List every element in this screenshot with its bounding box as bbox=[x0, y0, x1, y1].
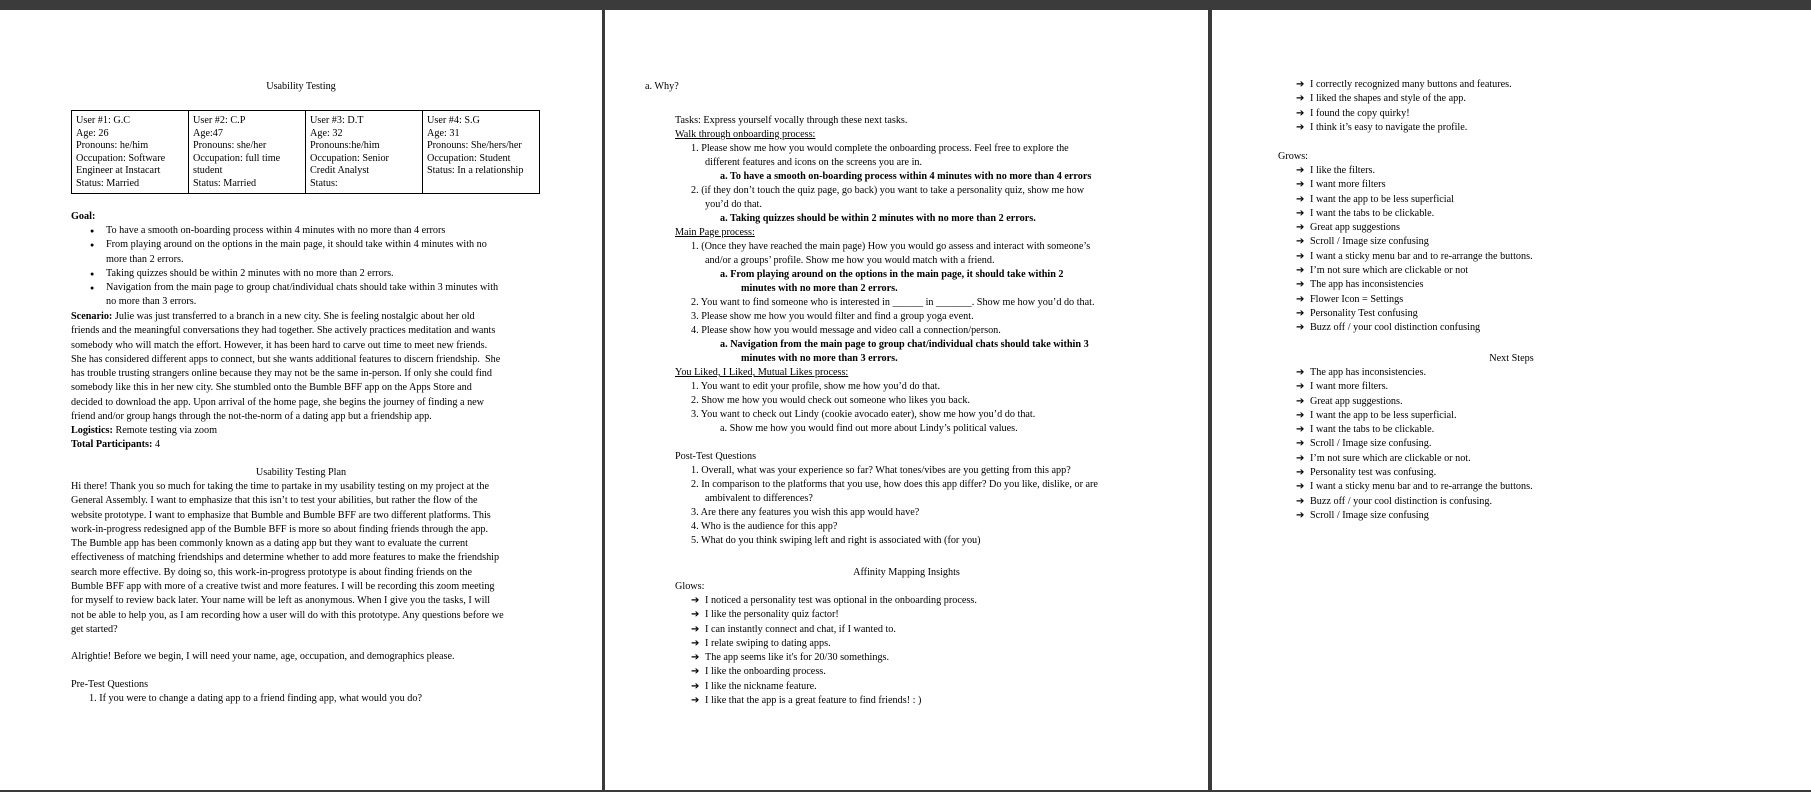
glow-item bbox=[691, 651, 977, 665]
page-title: Usability Testing bbox=[266, 81, 336, 92]
arrow-icon: ➔ bbox=[691, 680, 700, 692]
user-field: Status: In a relationship bbox=[427, 165, 524, 177]
goal-list bbox=[71, 224, 591, 310]
goal-item bbox=[71, 224, 591, 238]
grow-item-text: I like the filters. bbox=[1310, 165, 1376, 176]
user-cell bbox=[189, 111, 306, 194]
arrow-icon: ➔ bbox=[1296, 193, 1305, 205]
user-field: Pronouns: he/him bbox=[76, 140, 149, 152]
arrow-icon: ➔ bbox=[691, 695, 700, 707]
task-line: 2. (if they don’t touch the quiz page, go back) you want to take a personality quiz, show me how bbox=[691, 185, 1085, 196]
user-field: Engineer at Instacart bbox=[76, 165, 161, 177]
plan-line: search more effective. By doing so, this work-in-progress prototype is about finding friends on the bbox=[71, 566, 472, 578]
task-line: 4. Please show how you would message and video call a connection/person. bbox=[691, 325, 1001, 336]
task-line: you’d do that. bbox=[705, 199, 762, 210]
task-line: minutes with no more than 3 errors. bbox=[741, 353, 898, 364]
next-step-item bbox=[1296, 366, 1533, 380]
grow-item bbox=[1296, 207, 1533, 221]
task-line: Tasks: Express yourself vocally through these next tasks. bbox=[675, 115, 908, 126]
user-field: Age:47 bbox=[193, 127, 223, 139]
plan-line: work-in-progress redesigned app of the Bumble BFF is more so about finding friends through the app. bbox=[71, 523, 489, 535]
glow-item bbox=[691, 680, 977, 694]
scenario-label: Scenario: bbox=[71, 311, 113, 322]
glow-item bbox=[691, 694, 977, 708]
task-line: different features and icons on the screens you are in. bbox=[705, 157, 923, 168]
task-line: 1. You want to edit your profile, show me how you’d do that. bbox=[691, 381, 941, 392]
goal-text: ● From playing around on the options in the main page, it should take within 4 minutes with no bbox=[106, 239, 487, 250]
logistics-value: Remote testing via zoom bbox=[112, 425, 218, 436]
scenario-line bbox=[71, 353, 601, 367]
grow-item-text: I want a sticky menu bar and to re-arrange the buttons. bbox=[1310, 250, 1533, 262]
scenario-text: friends and the meaningful conversations they had together. She actively practices meditation and wants bbox=[71, 325, 496, 337]
pretest-question: 1. If you were to change a dating app to a friend finding app, what would you do? bbox=[89, 693, 422, 704]
arrow-icon: ➔ bbox=[691, 666, 700, 678]
next-steps-list bbox=[1296, 366, 1533, 523]
glow-item-text: I correctly recognized many buttons and features. bbox=[1310, 79, 1512, 90]
user-field: student bbox=[193, 165, 223, 177]
arrow-icon: ➔ bbox=[1296, 381, 1305, 393]
task-line: 4. Who is the audience for this app? bbox=[691, 521, 838, 532]
glow-item-text: I like the personality quiz factor! bbox=[705, 609, 839, 621]
next-step-item bbox=[1296, 466, 1533, 480]
task-line: a. Show me how you would find out more about Lindy’s political values. bbox=[720, 423, 1018, 434]
next-step-item-text: Personality test was confusing. bbox=[1310, 467, 1437, 479]
user-field: User #3: D.T bbox=[310, 115, 364, 126]
grows-list bbox=[1296, 164, 1533, 336]
user-field: Age: 32 bbox=[310, 127, 343, 139]
arrow-icon: ➔ bbox=[691, 609, 700, 621]
scenario-text: has trouble trusting strangers online because they may not be the same in-person. If only she could find bbox=[71, 368, 492, 380]
participants-line bbox=[71, 438, 160, 452]
user-field: Age: 26 bbox=[76, 127, 109, 139]
goal-text: no more than 3 errors. bbox=[106, 296, 197, 308]
arrow-icon: ➔ bbox=[1296, 236, 1305, 248]
viewer-toolbar bbox=[0, 0, 1811, 10]
task-line: a. Why? bbox=[645, 81, 679, 92]
task-line: 1. (Once they have reached the main page) How you would go assess and interact with someone’s bbox=[691, 241, 1091, 252]
user-field: Occupation: Student bbox=[427, 152, 511, 164]
next-step-item bbox=[1296, 480, 1533, 494]
logistics-label: Logistics: bbox=[71, 425, 113, 436]
arrow-icon: ➔ bbox=[1296, 79, 1305, 90]
next-step-item bbox=[1296, 409, 1533, 423]
arrow-icon: ➔ bbox=[691, 637, 700, 649]
glow-item-text: I can instantly connect and chat, if I wanted to. bbox=[705, 623, 896, 635]
user-field: Pronouns:he/him bbox=[310, 140, 380, 152]
next-steps-title: Next Steps bbox=[1489, 353, 1534, 364]
grow-item-text: I want more filters bbox=[1310, 179, 1386, 191]
task-line: minutes with no more than 2 errors. bbox=[741, 283, 898, 294]
intro-line: Alrightie! Before we begin, I will need your name, age, occupation, and demographics please. bbox=[71, 651, 455, 662]
task-line: Main Page process: bbox=[675, 227, 755, 238]
plan-line: Hi there! Thank you so much for taking the time to partake in my usability testing on my project at the bbox=[71, 481, 489, 492]
user-cell bbox=[306, 111, 423, 194]
task-line: 3. Please show me how you would filter and find a group yoga event. bbox=[691, 311, 974, 322]
glow-item bbox=[691, 623, 977, 637]
grow-item bbox=[1296, 193, 1533, 207]
arrow-icon: ➔ bbox=[1296, 222, 1305, 234]
glow-item-text: I found the copy quirky! bbox=[1310, 107, 1410, 119]
scenario-text: Julie was just transferred to a branch in a new city. She is feeling nostalgic about her old bbox=[112, 311, 475, 322]
user-cell bbox=[423, 111, 540, 194]
arrow-icon: ➔ bbox=[1296, 121, 1305, 133]
logistics-line bbox=[71, 424, 217, 438]
pretest-title: Pre-Test Questions bbox=[71, 679, 149, 690]
grow-item bbox=[1296, 250, 1533, 264]
next-step-item bbox=[1296, 509, 1533, 523]
goal-item bbox=[71, 281, 591, 295]
glow-item-text: I think it’s easy to navigate the profile. bbox=[1310, 121, 1468, 133]
user-field: Status: Married bbox=[76, 177, 140, 189]
arrow-icon: ➔ bbox=[691, 623, 700, 635]
scenario-line bbox=[71, 310, 601, 324]
plan-line: not be able to help you, as I am recording how a user will do with this prototype. Any questions before we bbox=[71, 609, 504, 621]
next-step-item bbox=[1296, 423, 1533, 437]
grows-label: Grows: bbox=[1278, 151, 1308, 162]
plan-line: for myself to review back later. Your name will be left as anonymous. When I give you the tasks, I will bbox=[71, 595, 491, 607]
grow-item bbox=[1296, 293, 1533, 307]
user-field: User #4: S.G bbox=[427, 115, 480, 126]
participants-label: Total Participants: bbox=[71, 439, 153, 450]
glow-item bbox=[691, 637, 977, 651]
grow-item-text: Scroll / Image size confusing bbox=[1310, 236, 1429, 248]
task-line: a. From playing around on the options in the main page, it should take within 2 bbox=[720, 269, 1064, 280]
task-line: You Liked, I Liked, Mutual Likes process: bbox=[675, 367, 849, 378]
scenario-text: somebody who will match the effort. However, it has been hard to carve out time to meet new friends. bbox=[71, 339, 488, 351]
user-field: Occupation: full time bbox=[193, 152, 281, 164]
user-field: Credit Analyst bbox=[310, 165, 370, 177]
user-field: Occupation: Senior bbox=[310, 152, 389, 164]
grow-item-text: Flower Icon = Settings bbox=[1310, 293, 1404, 305]
task-line: a. To have a smooth on-boarding process within 4 minutes with no more than 4 errors bbox=[720, 171, 1092, 182]
next-step-item bbox=[1296, 380, 1533, 394]
grow-item bbox=[1296, 164, 1533, 178]
glow-item bbox=[691, 594, 977, 608]
scenario-line bbox=[71, 367, 601, 381]
grow-item bbox=[1296, 307, 1533, 321]
glow-item-text: I relate swiping to dating apps. bbox=[705, 637, 831, 649]
grow-item-text: The app has inconsistencies bbox=[1310, 279, 1424, 291]
grow-item-text: Personality Test confusing bbox=[1310, 307, 1418, 319]
task-line: ambivalent to differences? bbox=[705, 493, 813, 504]
glow-item-text: I like the onboarding process. bbox=[705, 666, 826, 678]
arrow-icon: ➔ bbox=[1296, 307, 1305, 319]
plan-line: Bumble BFF app with more of a creative twist and more features. I will be recording this zoom meeting bbox=[71, 581, 495, 593]
grow-item bbox=[1296, 235, 1533, 249]
arrow-icon: ➔ bbox=[1296, 207, 1305, 219]
glow-item bbox=[1296, 92, 1512, 106]
next-step-item-text: The app has inconsistencies. bbox=[1310, 367, 1426, 378]
glows-continued-list bbox=[1296, 78, 1512, 135]
user-field bbox=[427, 178, 535, 191]
next-step-item bbox=[1296, 452, 1533, 466]
scenario-line bbox=[71, 339, 601, 353]
grow-item bbox=[1296, 321, 1533, 335]
goal-text: more than 2 errors. bbox=[106, 253, 184, 265]
task-line: Walk through onboarding process: bbox=[675, 129, 816, 140]
plan-line: website prototype. I want to emphasize that Bumble and Bumble BFF are two different platforms. This bbox=[71, 509, 491, 521]
arrow-icon: ➔ bbox=[1296, 367, 1305, 378]
glow-item-text: I like that the app is a great feature to find friends! : ) bbox=[705, 695, 922, 707]
goal-item bbox=[71, 238, 591, 252]
glow-item bbox=[1296, 107, 1512, 121]
goal-item bbox=[71, 267, 591, 281]
glow-item-text: I noticed a personality test was optional in the onboarding process. bbox=[705, 595, 977, 606]
next-step-item-text: Buzz off / your cool distinction is confusing. bbox=[1310, 495, 1493, 507]
document-page-3 bbox=[1212, 10, 1811, 790]
arrow-icon: ➔ bbox=[1296, 452, 1305, 464]
task-line: 2. In comparison to the platforms that you use, how does this app differ? Do you like, dislike, or are bbox=[691, 479, 1098, 490]
next-step-item-text: Scroll / Image size confusing. bbox=[1310, 438, 1432, 450]
plan-line: effectiveness of matching friendships and determine whether to add more features to make the friendship bbox=[71, 552, 500, 564]
grow-item bbox=[1296, 264, 1533, 278]
scenario-line bbox=[71, 381, 601, 395]
scenario-text: friend and/or group hangs through the not-the-norm of a dating app but a friendship app. bbox=[71, 411, 432, 423]
plan-line: General Assembly. I want to emphasize that this isn’t to test your abilities, but rather the flow of the bbox=[71, 495, 478, 507]
task-line: 3. Are there any features you wish this app would have? bbox=[691, 507, 920, 518]
scenario-text: somebody like this in her new city. She stumbled onto the Bumble BFF app on the Apps Store and bbox=[71, 382, 472, 394]
user-table bbox=[71, 110, 540, 194]
glow-item bbox=[691, 608, 977, 622]
arrow-icon: ➔ bbox=[1296, 495, 1305, 507]
task-line: a. Navigation from the main page to group chat/individual chats should take within 3 bbox=[720, 339, 1089, 350]
task-line: a. Taking quizzes should be within 2 minutes with no more than 2 errors. bbox=[720, 213, 1036, 224]
grow-item-text: Great app suggestions bbox=[1310, 222, 1400, 234]
next-step-item bbox=[1296, 437, 1533, 451]
arrow-icon: ➔ bbox=[1296, 467, 1305, 479]
document-page-2 bbox=[605, 10, 1208, 790]
arrow-icon: ➔ bbox=[1296, 509, 1305, 521]
plan-line: get started? bbox=[71, 623, 118, 635]
user-cell bbox=[72, 111, 189, 194]
next-step-item-text: I want more filters. bbox=[1310, 381, 1389, 393]
user-field: Status: Married bbox=[193, 177, 257, 189]
next-step-item-text: Great app suggestions. bbox=[1310, 395, 1403, 407]
goal-item bbox=[71, 253, 591, 267]
glow-item-text: The app seems like it's for 20/30 somethings. bbox=[705, 652, 890, 664]
plan-title: Usability Testing Plan bbox=[255, 467, 347, 478]
user-field: Occupation: Software bbox=[76, 152, 166, 164]
glow-item bbox=[1296, 121, 1512, 135]
glow-item-text: I like the nickname feature. bbox=[705, 680, 817, 692]
goal-item bbox=[71, 295, 591, 309]
grow-item bbox=[1296, 221, 1533, 235]
task-line: 3. You want to check out Lindy (cookie avocado eater), show me how you’d do that. bbox=[691, 409, 1036, 420]
grow-item-text: I want the app to be less superficial bbox=[1310, 193, 1454, 205]
grow-item-text: I’m not sure which are clickable or not bbox=[1310, 265, 1469, 277]
plan-line: The Bumble app has been commonly known as a dating app but they want to evaluate the current bbox=[71, 538, 468, 550]
scenario-line bbox=[71, 324, 601, 338]
glow-item-text: I liked the shapes and style of the app. bbox=[1310, 93, 1466, 105]
arrow-icon: ➔ bbox=[1296, 165, 1305, 176]
arrow-icon: ➔ bbox=[1296, 481, 1305, 493]
plan-paragraph bbox=[71, 480, 601, 637]
participants-value: 4 bbox=[152, 439, 161, 450]
task-line: Post-Test Questions bbox=[675, 451, 757, 462]
goal-text: ● To have a smooth on-boarding process within 4 minutes with no more than 4 errors bbox=[106, 225, 445, 236]
grow-item-text: I want the tabs to be clickable. bbox=[1310, 207, 1435, 219]
arrow-icon: ➔ bbox=[1296, 395, 1305, 407]
arrow-icon: ➔ bbox=[691, 595, 700, 606]
scenario-text: She has considered different apps to connect, but she wants additional features to discern friendship. She bbox=[71, 353, 501, 365]
scenario-line bbox=[71, 396, 601, 410]
user-field: User #2: C.P bbox=[193, 115, 246, 126]
arrow-icon: ➔ bbox=[1296, 279, 1305, 291]
user-field: User #1: G.C bbox=[76, 115, 131, 126]
arrow-icon: ➔ bbox=[1296, 265, 1305, 277]
arrow-icon: ➔ bbox=[1296, 409, 1305, 421]
next-step-item-text: Scroll / Image size confusing bbox=[1310, 509, 1429, 521]
glow-item bbox=[691, 665, 977, 679]
task-line: 2. You want to find someone who is interested in ______ in _______. Show me how you’d do that. bbox=[691, 297, 1095, 308]
scenario-section bbox=[71, 310, 601, 424]
grow-item-text: Buzz off / your cool distinction confusing bbox=[1310, 322, 1481, 334]
task-line: 5. What do you think swiping left and right is associated with (for you) bbox=[691, 535, 981, 546]
scenario-text: decided to download the app. Upon arrival of the home page, she begins the journey of finding a new bbox=[71, 396, 485, 408]
affinity-title: Affinity Mapping Insights bbox=[853, 567, 960, 578]
user-field: Status: bbox=[310, 177, 338, 189]
goal-text: ● Taking quizzes should be within 2 minutes with no more than 2 errors. bbox=[106, 268, 394, 279]
glows-list bbox=[691, 594, 977, 708]
task-line: 2. Show me how you would check out someone who likes you back. bbox=[691, 395, 970, 406]
arrow-icon: ➔ bbox=[691, 652, 700, 664]
next-step-item-text: I want the tabs to be clickable. bbox=[1310, 424, 1435, 436]
task-line: 1. Please show me how you would complete the onboarding process. Feel free to explore the bbox=[691, 143, 1069, 154]
arrow-icon: ➔ bbox=[1296, 424, 1305, 436]
grow-item bbox=[1296, 178, 1533, 192]
user-field: Age: 31 bbox=[427, 127, 460, 139]
goal-label: Goal: bbox=[71, 211, 96, 222]
task-line: 1. Overall, what was your experience so far? What tones/vibes are you getting from this app? bbox=[691, 465, 1071, 476]
arrow-icon: ➔ bbox=[1296, 107, 1305, 119]
arrow-icon: ➔ bbox=[1296, 438, 1305, 450]
next-step-item-text: I want a sticky menu bar and to re-arrange the buttons. bbox=[1310, 481, 1533, 493]
user-field: Pronouns: she/her bbox=[193, 140, 267, 152]
arrow-icon: ➔ bbox=[1296, 93, 1305, 105]
arrow-icon: ➔ bbox=[1296, 250, 1305, 262]
glows-label: Glows: bbox=[675, 581, 705, 592]
arrow-icon: ➔ bbox=[1296, 293, 1305, 305]
next-step-item bbox=[1296, 395, 1533, 409]
document-page-1 bbox=[0, 10, 602, 790]
next-step-item-text: I want the app to be less superficial. bbox=[1310, 409, 1457, 421]
goal-text: ● Navigation from the main page to group chat/individual chats should take within 3 minutes with bbox=[106, 282, 498, 293]
user-field: Pronouns: She/hers/her bbox=[427, 140, 522, 152]
scenario-line bbox=[71, 410, 601, 424]
task-line: and/or a groups’ profile. Show me how you would match with a friend. bbox=[705, 255, 995, 266]
next-step-item-text: I’m not sure which are clickable or not. bbox=[1310, 452, 1471, 464]
arrow-icon: ➔ bbox=[1296, 322, 1305, 334]
glow-item bbox=[1296, 78, 1512, 92]
grow-item bbox=[1296, 278, 1533, 292]
arrow-icon: ➔ bbox=[1296, 179, 1305, 191]
next-step-item bbox=[1296, 495, 1533, 509]
